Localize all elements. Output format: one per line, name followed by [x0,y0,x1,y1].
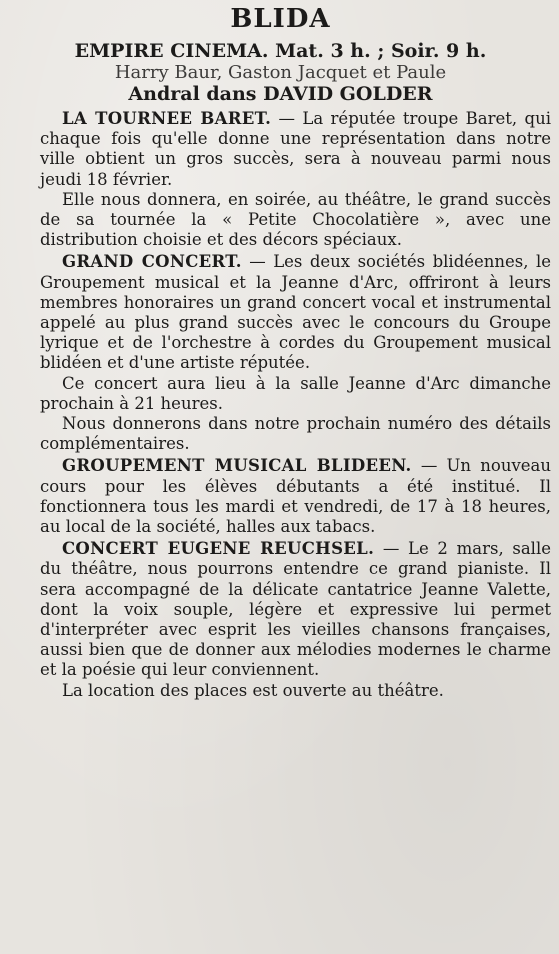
cinema-cast: Harry Baur, Gaston Jacquet et Paule [114,62,447,83]
news-paragraph: Elle nous donnera, en soirée, au théâtre, le grand succès de sa tournée la « Petite Chocolatière », avec une distribution choisie et des décors spéciaux. [40,189,551,250]
news-paragraph: Nous donnerons dans notre prochain numéro des détails complémentaires. [40,414,551,454]
news-paragraph [40,539,551,680]
news-item-groupement-musical [40,456,551,537]
news-item-concert-reuchsel [40,539,551,701]
news-item-text: — Le 2 mars, salle du théâtre, nous pourrons entendre ce grand pianiste. Il sera accompagné de la délicate cantatrice Jeanne Valette, dont la voix souple, légère et expressive lui permet d'interpréter avec esprit les vieilles chansons françaises, aussi bien que de donner aux mélodies modernes le charme et la poésie qui leur conviennent. [40,539,552,680]
cinema-title: EMPIRE CINEMA. Mat. 3 h. ; Soir. 9 h. [74,40,487,62]
news-item-grand-concert [40,252,551,454]
news-paragraph [40,109,551,190]
news-paragraph: Ce concert aura lieu à la salle Jeanne d'Arc dimanche prochain à 21 heures. [40,373,551,413]
news-item-text: — Les deux sociétés blidéennes, le Groupement musical et la Jeanne d'Arc, offriront à leurs membres honoraires un grand concert vocal et instrumental appelé au plus grand succès avec le concours du Groupe lyrique et de l'orchestre à cordes du Groupement musical blidéen et d'une artiste réputée. [40,252,552,373]
news-paragraph: La location des places est ouverte au théâtre. [62,680,444,700]
news-item-head: GRAND CONCERT. [62,252,242,272]
section-heading: BLIDA [230,4,331,34]
news-paragraph [40,456,551,537]
news-paragraph [40,252,551,373]
cinema-film: Andral dans DAVID GOLDER [128,83,433,105]
news-item-head: GROUPEMENT MUSICAL BLIDEEN. [62,456,412,476]
news-item-head: CONCERT EUGENE REUCHSEL. [62,539,375,559]
news-item-text: — La réputée troupe Baret, qui chaque fois qu'elle donne une représentation dans notre ville obtient un gros succès, sera à nouveau parmi nous jeudi 18 février. [40,109,551,189]
news-item-text: — Un nouveau cours pour les élèves débutants a été institué. Il fonctionnera tous les mardi et vendredi, de 17 à 18 heures, au local de la société, halles aux tabacs. [40,456,551,537]
news-item-head: LA TOURNEE BARET. [62,109,272,128]
news-item-tournee-baret [40,109,551,250]
